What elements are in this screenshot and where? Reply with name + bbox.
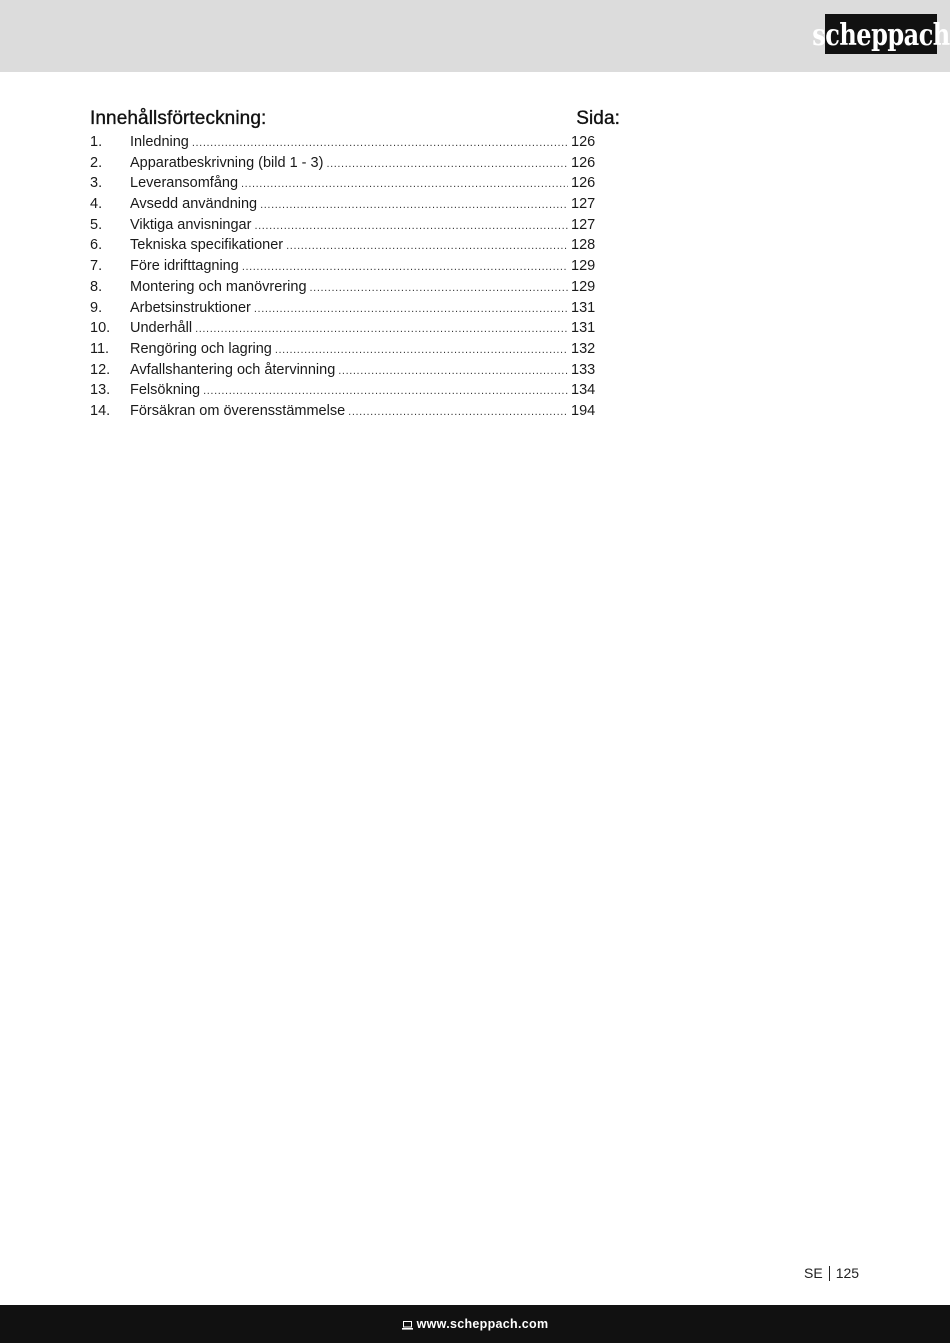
toc-entry[interactable] xyxy=(90,339,598,360)
toc-entry-number: 5. xyxy=(90,216,103,233)
toc-header xyxy=(90,108,620,132)
toc-entry-page: 134 xyxy=(571,382,596,399)
toc-dot-leader xyxy=(286,236,568,257)
toc-list xyxy=(90,132,598,422)
toc-dot-leader xyxy=(348,402,568,423)
toc-entry[interactable] xyxy=(90,360,598,381)
toc-entry-number: 7. xyxy=(90,258,103,275)
toc-dot-leader xyxy=(326,154,568,175)
toc-entry-title: Försäkran om överensstämmelse xyxy=(130,402,346,419)
toc-entry-title: Före idrifttagning xyxy=(130,258,239,275)
toc-entry-title: Tekniska specifikationer xyxy=(130,237,284,254)
toc-entry-page: 127 xyxy=(571,216,596,233)
toc-entry[interactable] xyxy=(90,318,598,339)
header-band xyxy=(0,0,950,72)
toc-entry-page: 132 xyxy=(571,340,596,357)
toc-entry-page: 129 xyxy=(571,258,596,275)
toc-dot-leader xyxy=(242,257,568,278)
toc-entry-number: 8. xyxy=(90,278,103,295)
toc-entry[interactable] xyxy=(90,173,598,194)
toc-entry-number: 9. xyxy=(90,299,103,316)
toc-dot-leader xyxy=(338,361,568,382)
toc-page-column-title: Sida: xyxy=(576,108,620,129)
toc-dot-leader xyxy=(192,133,568,154)
toc-dot-leader xyxy=(254,216,568,237)
toc-entry-page: 131 xyxy=(571,299,596,316)
toc-dot-leader xyxy=(241,174,568,195)
toc-entry-number: 2. xyxy=(90,154,103,171)
page-footer-number xyxy=(804,1265,859,1281)
toc-title: Innehållsförteckning: xyxy=(90,108,267,129)
toc-entry-title: Viktiga anvisningar xyxy=(130,216,252,233)
toc-entry-number: 14. xyxy=(90,402,111,419)
toc-entry-page: 194 xyxy=(571,402,596,419)
toc-dot-leader xyxy=(203,381,568,402)
website-link[interactable]: www.scheppach.com xyxy=(416,1317,549,1331)
toc-entry-number: 11. xyxy=(90,340,110,357)
language-code: SE xyxy=(804,1265,823,1281)
toc-entry-title: Arbetsinstruktioner xyxy=(130,299,251,316)
toc-entry[interactable] xyxy=(90,215,598,236)
toc-entry[interactable] xyxy=(90,256,598,277)
toc-entry[interactable] xyxy=(90,401,598,422)
toc-dot-leader xyxy=(275,340,568,361)
toc-entry-title: Underhåll xyxy=(130,320,193,337)
toc-entry-page: 131 xyxy=(571,320,596,337)
toc-dot-leader xyxy=(310,278,568,299)
scheppach-logo xyxy=(812,14,950,54)
toc-entry-page: 126 xyxy=(571,175,596,192)
toc-entry-title: Felsökning xyxy=(130,382,201,399)
computer-icon xyxy=(402,1321,413,1330)
toc-entry[interactable] xyxy=(90,194,598,215)
logo-text: scheppach xyxy=(812,15,950,53)
toc-entry-title: Montering och manövrering xyxy=(130,278,307,295)
toc-dot-leader xyxy=(195,319,568,340)
toc-entry-page: 129 xyxy=(571,278,596,295)
toc-entry-title: Apparatbeskrivning (bild 1 - 3) xyxy=(130,154,324,171)
toc-entry-title: Rengöring och lagring xyxy=(130,340,272,357)
toc-entry-page: 127 xyxy=(571,196,596,213)
toc-entry-number: 12. xyxy=(90,361,111,378)
toc-dot-leader xyxy=(260,195,568,216)
toc-entry[interactable] xyxy=(90,235,598,256)
toc-entry[interactable] xyxy=(90,153,598,174)
toc-entry-number: 4. xyxy=(90,196,103,213)
toc-entry-title: Inledning xyxy=(130,134,189,150)
toc-entry[interactable] xyxy=(90,298,598,319)
toc-entry[interactable] xyxy=(90,380,598,401)
toc-entry-number: 3. xyxy=(90,175,103,192)
table-of-contents xyxy=(90,108,620,422)
toc-entry[interactable] xyxy=(90,132,598,153)
toc-entry-number: 6. xyxy=(90,237,103,254)
toc-dot-leader xyxy=(254,299,568,320)
toc-entry-number: 1. xyxy=(90,134,103,150)
toc-entry-title: Leveransomfång xyxy=(130,175,239,192)
toc-entry[interactable] xyxy=(90,277,598,298)
toc-entry-number: 10. xyxy=(90,320,111,337)
page-number: 125 xyxy=(835,1265,860,1281)
toc-entry-page: 133 xyxy=(571,361,596,378)
toc-entry-page: 126 xyxy=(571,154,596,171)
footer-divider xyxy=(829,1266,830,1281)
toc-entry-title: Avsedd användning xyxy=(130,196,258,213)
toc-entry-page: 128 xyxy=(571,237,596,254)
toc-entry-number: 13. xyxy=(90,382,111,399)
toc-entry-title: Avfallshantering och återvinning xyxy=(130,361,336,378)
footer-band xyxy=(0,1305,950,1343)
toc-entry-page: 126 xyxy=(571,134,596,150)
